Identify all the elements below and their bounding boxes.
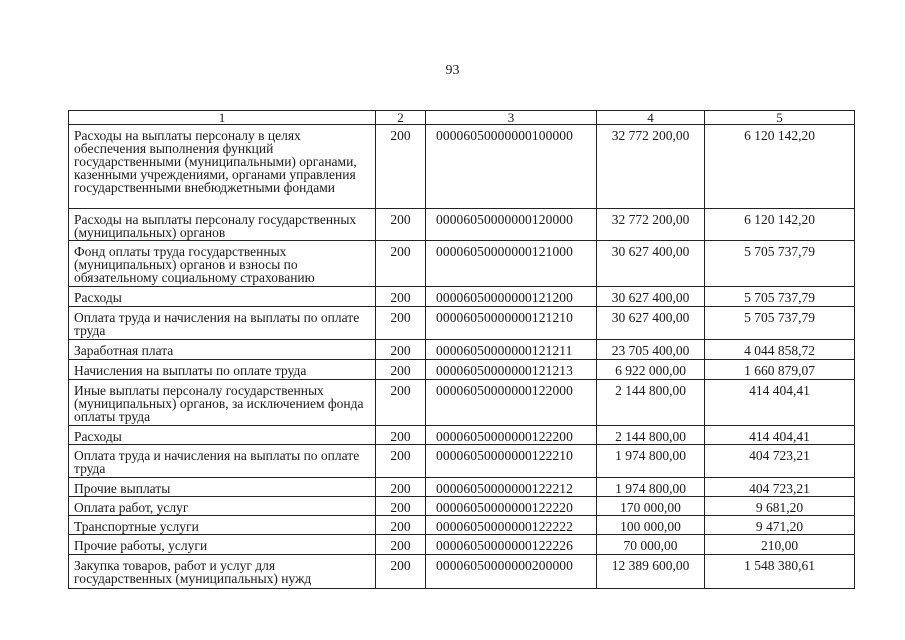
row-budget-code: 00006050000000122226 xyxy=(426,535,597,555)
row-budget-code: 00006050000000121210 xyxy=(426,307,597,340)
row-assigned-amount: 2 144 800,00 xyxy=(597,380,705,426)
table-row xyxy=(69,516,855,535)
row-budget-code: 00006050000000122000 xyxy=(426,380,597,426)
table-row xyxy=(69,426,855,445)
row-line-code: 200 xyxy=(376,478,426,497)
row-line-code: 200 xyxy=(376,380,426,426)
column-header: 4 xyxy=(597,111,705,125)
table-row xyxy=(69,307,855,340)
row-budget-code: 00006050000000122210 xyxy=(426,445,597,478)
row-name: Оплата труда и начисления на выплаты по оплате труда xyxy=(69,445,376,478)
table-header-row xyxy=(69,111,855,125)
row-executed-amount: 6 120 142,20 xyxy=(705,209,855,241)
row-executed-amount: 9 681,20 xyxy=(705,497,855,516)
table-row xyxy=(69,287,855,307)
row-line-code: 200 xyxy=(376,360,426,380)
table-row xyxy=(69,497,855,516)
row-executed-amount: 1 660 879,07 xyxy=(705,360,855,380)
row-budget-code: 00006050000000121000 xyxy=(426,241,597,287)
row-executed-amount: 5 705 737,79 xyxy=(705,241,855,287)
row-line-code: 200 xyxy=(376,445,426,478)
row-executed-amount: 1 548 380,61 xyxy=(705,555,855,589)
row-name: Закупка товаров, работ и услуг для государственных (муниципальных) нужд xyxy=(69,555,376,589)
column-header: 1 xyxy=(69,111,376,125)
row-assigned-amount: 100 000,00 xyxy=(597,516,705,535)
row-executed-amount: 404 723,21 xyxy=(705,478,855,497)
row-assigned-amount: 1 974 800,00 xyxy=(597,445,705,478)
row-budget-code: 00006050000000122200 xyxy=(426,426,597,445)
row-assigned-amount: 30 627 400,00 xyxy=(597,307,705,340)
row-budget-code: 00006050000000122222 xyxy=(426,516,597,535)
row-executed-amount: 4 044 858,72 xyxy=(705,340,855,360)
row-assigned-amount: 2 144 800,00 xyxy=(597,426,705,445)
row-executed-amount: 414 404,41 xyxy=(705,380,855,426)
table-row xyxy=(69,360,855,380)
table-row xyxy=(69,380,855,426)
row-assigned-amount: 1 974 800,00 xyxy=(597,478,705,497)
row-executed-amount: 5 705 737,79 xyxy=(705,287,855,307)
row-line-code: 200 xyxy=(376,287,426,307)
row-assigned-amount: 70 000,00 xyxy=(597,535,705,555)
row-line-code: 200 xyxy=(376,340,426,360)
row-name: Транспортные услуги xyxy=(69,516,376,535)
row-budget-code: 00006050000000122212 xyxy=(426,478,597,497)
row-assigned-amount: 32 772 200,00 xyxy=(597,125,705,209)
table-row xyxy=(69,478,855,497)
page-number: 93 xyxy=(445,63,460,78)
row-name: Фонд оплаты труда государственных (муниципальных) органов и взносы по обязательному социальному страхованию xyxy=(69,241,376,287)
row-name: Расходы на выплаты персоналу государственных (муниципальных) органов xyxy=(69,209,376,241)
row-executed-amount: 414 404,41 xyxy=(705,426,855,445)
row-line-code: 200 xyxy=(376,555,426,589)
table-row xyxy=(69,241,855,287)
row-line-code: 200 xyxy=(376,497,426,516)
row-executed-amount: 404 723,21 xyxy=(705,445,855,478)
row-budget-code: 00006050000000121200 xyxy=(426,287,597,307)
table-row xyxy=(69,555,855,589)
table-row xyxy=(69,125,855,209)
column-header: 3 xyxy=(426,111,597,125)
row-name: Начисления на выплаты по оплате труда xyxy=(69,360,376,380)
row-line-code: 200 xyxy=(376,535,426,555)
row-assigned-amount: 170 000,00 xyxy=(597,497,705,516)
table-row xyxy=(69,535,855,555)
row-name: Прочие выплаты xyxy=(69,478,376,497)
row-budget-code: 00006050000000120000 xyxy=(426,209,597,241)
row-executed-amount: 5 705 737,79 xyxy=(705,307,855,340)
row-assigned-amount: 23 705 400,00 xyxy=(597,340,705,360)
row-line-code: 200 xyxy=(376,241,426,287)
table-row xyxy=(69,340,855,360)
row-assigned-amount: 12 389 600,00 xyxy=(597,555,705,589)
row-budget-code: 00006050000000100000 xyxy=(426,125,597,209)
row-assigned-amount: 30 627 400,00 xyxy=(597,241,705,287)
budget-table xyxy=(68,110,855,589)
row-name: Заработная плата xyxy=(69,340,376,360)
row-name: Расходы xyxy=(69,426,376,445)
row-name: Расходы xyxy=(69,287,376,307)
row-assigned-amount: 30 627 400,00 xyxy=(597,287,705,307)
row-assigned-amount: 6 922 000,00 xyxy=(597,360,705,380)
row-assigned-amount: 32 772 200,00 xyxy=(597,209,705,241)
table-row xyxy=(69,209,855,241)
table-row xyxy=(69,445,855,478)
row-budget-code: 00006050000000200000 xyxy=(426,555,597,589)
row-name: Расходы на выплаты персоналу в целях обеспечения выполнения функций государственными (муниципальными) органами, казенными учреждениями, органами управления государственными внебюджетными фондами xyxy=(69,125,376,209)
row-line-code: 200 xyxy=(376,426,426,445)
row-name: Прочие работы, услуги xyxy=(69,535,376,555)
row-name: Иные выплаты персоналу государственных (муниципальных) органов, за исключением фонда оплаты труда xyxy=(69,380,376,426)
row-name: Оплата труда и начисления на выплаты по оплате труда xyxy=(69,307,376,340)
row-budget-code: 00006050000000122220 xyxy=(426,497,597,516)
row-line-code: 200 xyxy=(376,516,426,535)
row-executed-amount: 210,00 xyxy=(705,535,855,555)
row-executed-amount: 9 471,20 xyxy=(705,516,855,535)
row-name: Оплата работ, услуг xyxy=(69,497,376,516)
row-executed-amount: 6 120 142,20 xyxy=(705,125,855,209)
row-line-code: 200 xyxy=(376,209,426,241)
row-line-code: 200 xyxy=(376,125,426,209)
row-budget-code: 00006050000000121211 xyxy=(426,340,597,360)
column-header: 2 xyxy=(376,111,426,125)
column-header: 5 xyxy=(705,111,855,125)
row-line-code: 200 xyxy=(376,307,426,340)
row-budget-code: 00006050000000121213 xyxy=(426,360,597,380)
